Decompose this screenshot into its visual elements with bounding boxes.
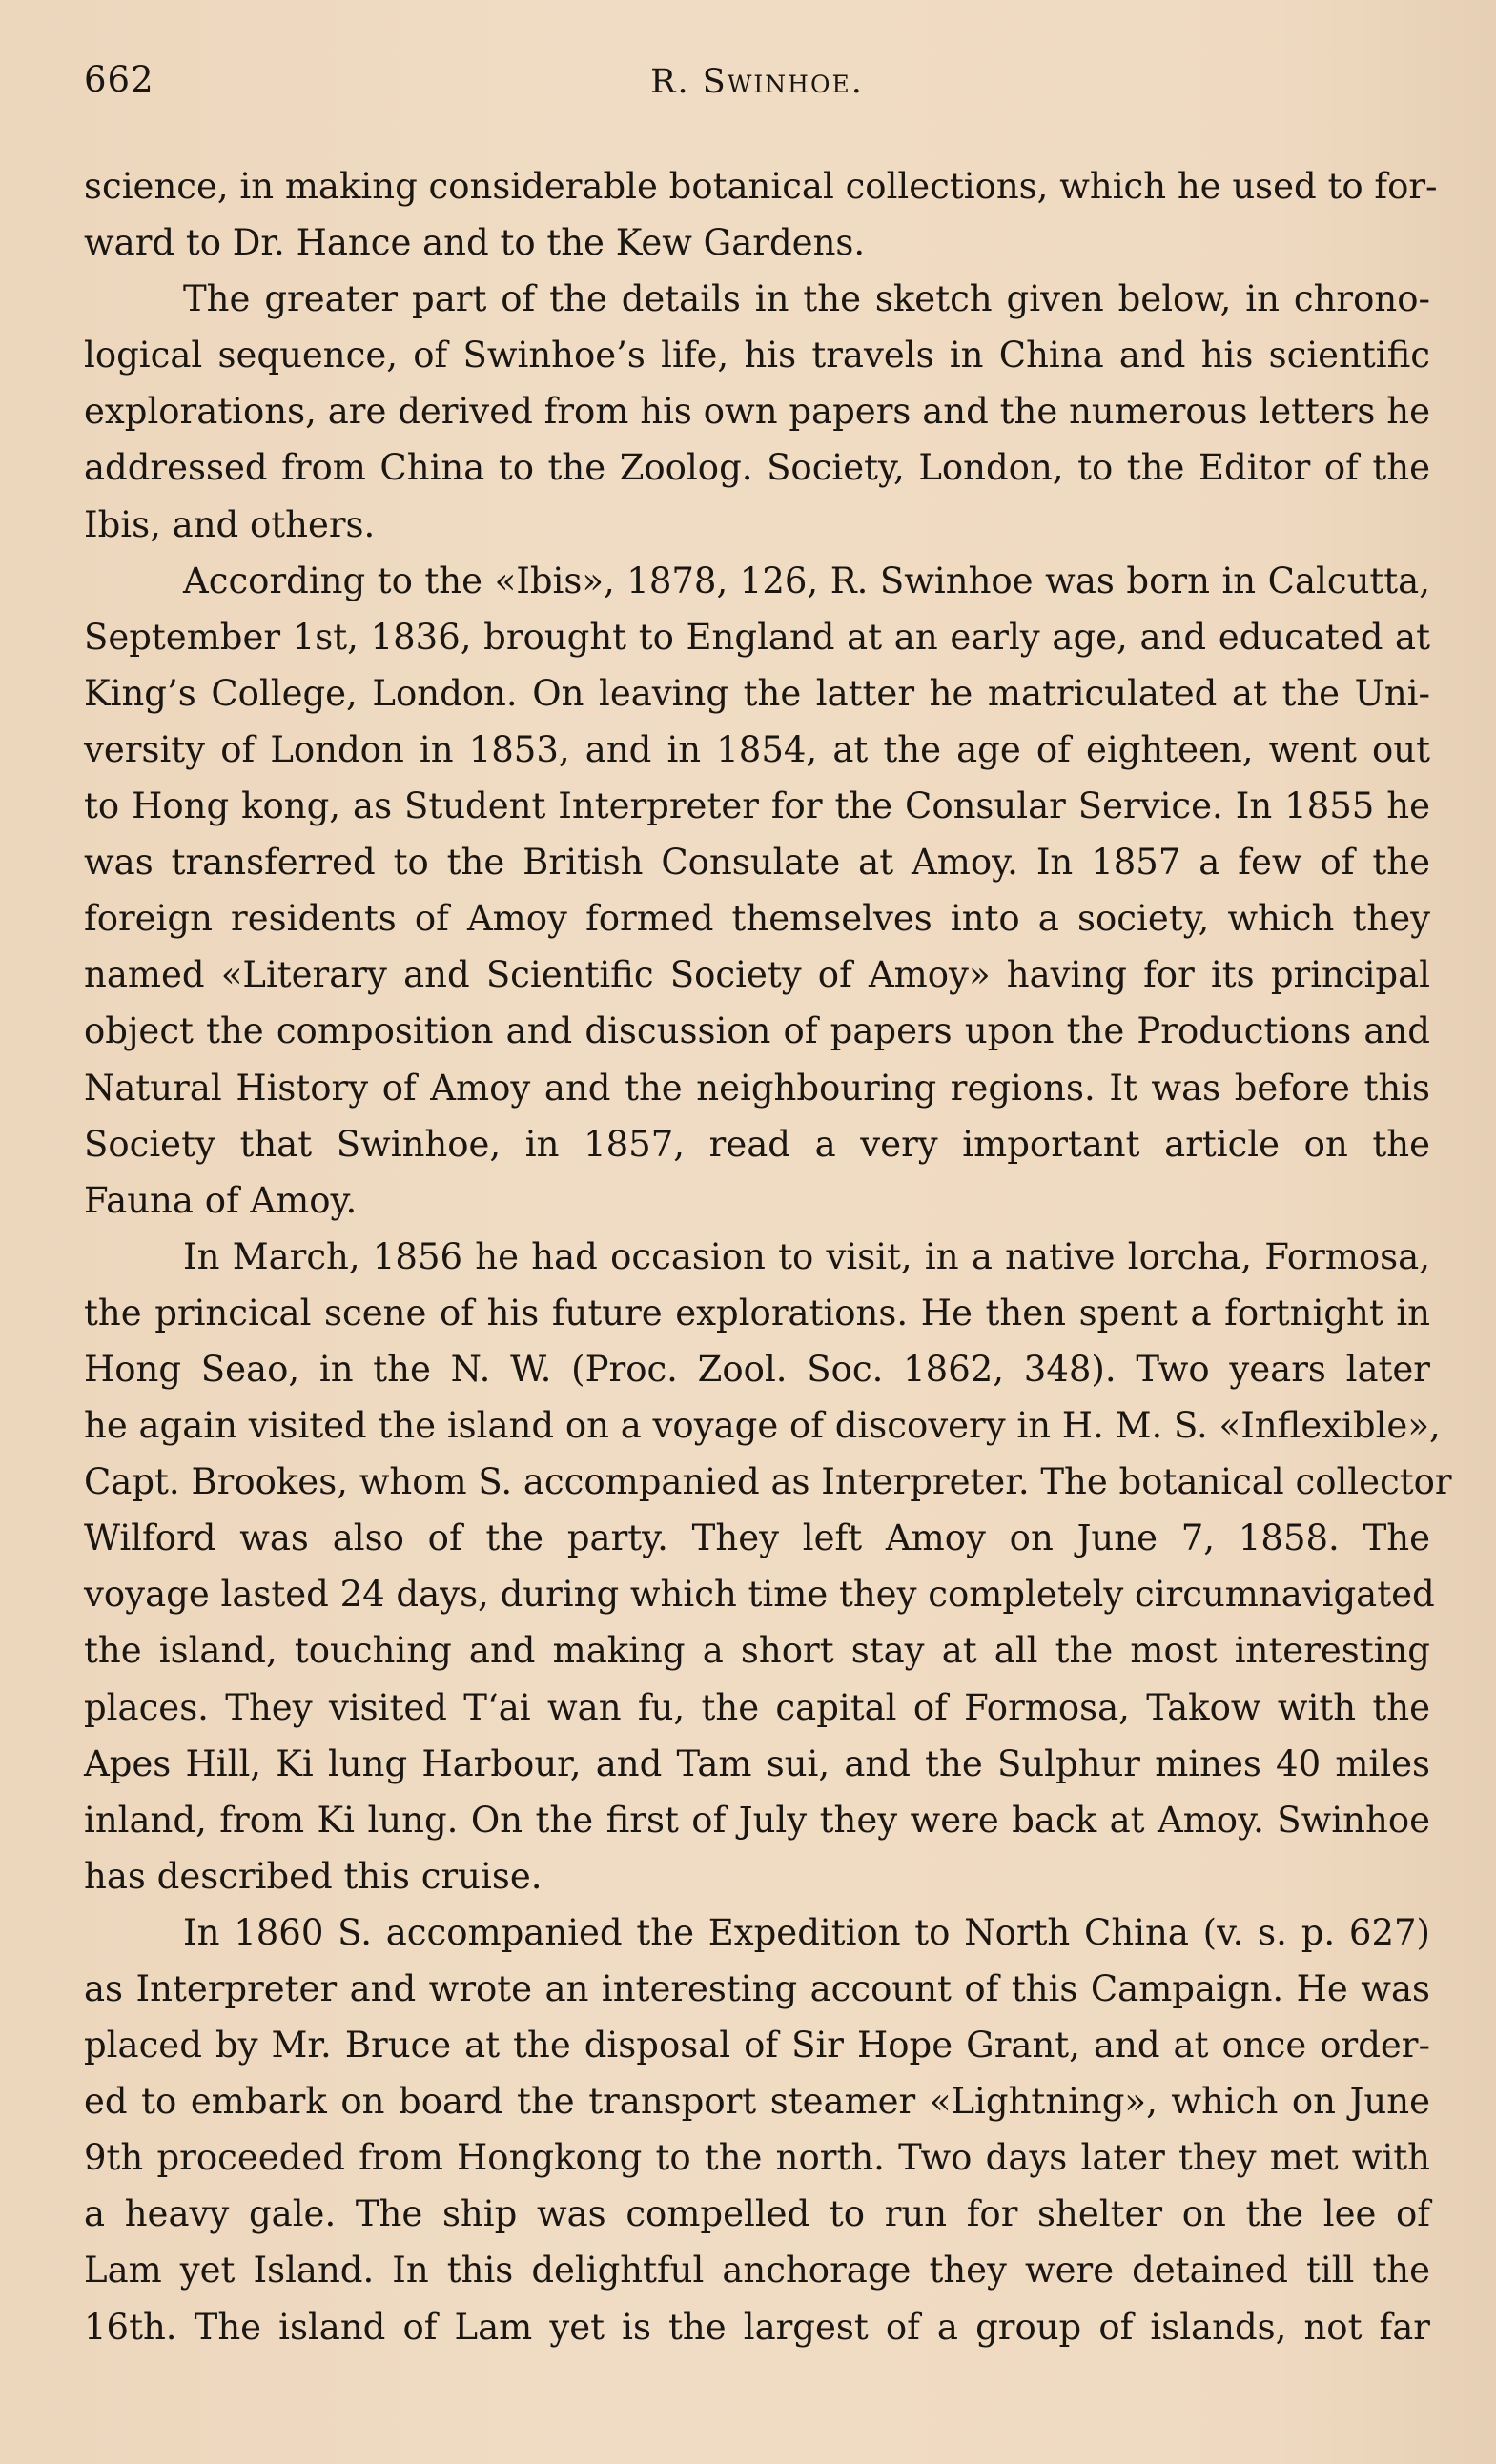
text-line: object the composition and discussion of papers upon the Productions and [84,1010,1430,1052]
text-line: The greater part of the details in the sketch given below, in chrono- [183,278,1430,320]
text-line: 9th proceeded from Hongkong to the north. Two days later they met with [84,2137,1430,2179]
text-line: According to the «Ibis», 1878, 126, R. Swinhoe was born in Calcutta, [183,560,1430,601]
text-line: Capt. Brookes, whom S. accompanied as Interpreter. The botanical collector [84,1461,1452,1503]
page-number: 662 [84,59,154,100]
text-line: science, in making considerable botanical collections, which he used to for- [84,166,1438,207]
text-line: to Hong kong, as Student Interpreter for the Consular Service. In 1855 he [84,785,1430,827]
text-line: 16th. The island of Lam yet is the largest of a group of islands, not far [84,2306,1430,2348]
text-line: Ibis, and others. [84,503,376,545]
text-line: voyage lasted 24 days, during which time they completely circumnavigated [84,1574,1435,1616]
text-line: explorations, are derived from his own papers and the numerous letters he [84,391,1430,433]
text-line: ed to embark on board the transport steamer «Lightning», which on June [84,2081,1430,2123]
text-line: addressed from China to the Zoolog. Society, London, to the Editor of the [84,447,1430,489]
text-line: In 1860 S. accompanied the Expedition to North China (v. s. p. 627) [183,1911,1430,1953]
text-line: Fauna of Amoy. [84,1179,358,1221]
text-line: In March, 1856 he had occasion to visit, in a native lorcha, Formosa, [183,1235,1430,1277]
text-line: Hong Seao, in the N. W. (Proc. Zool. Soc. 1862, 348). Two years later [84,1348,1430,1390]
text-line: the princical scene of his future explorations. He then spent a fortnight in [84,1292,1430,1334]
text-line: Lam yet Island. In this delightful anchorage they were detained till the [84,2250,1430,2291]
text-line: Apes Hill, Ki lung Harbour, and Tam sui, and the Sulphur mines 40 miles [84,1742,1430,1784]
text-line: was transferred to the British Consulate at Amoy. In 1857 a few of the [84,842,1430,884]
text-line: named «Literary and Scientific Society of Amoy» having for its principal [84,954,1430,996]
text-line: Wilford was also of the party. They left Amoy on June 7, 1858. The [84,1517,1430,1559]
text-line: the island, touching and making a short stay at all the most interesting [84,1630,1430,1672]
running-head: R. Swinhoe. [650,63,864,101]
text-line: placed by Mr. Bruce at the disposal of Sir Hope Grant, and at once order- [84,2025,1430,2067]
text-line: a heavy gale. The ship was compelled to run for shelter on the lee of [84,2193,1430,2235]
text-line: versity of London in 1853, and in 1854, at the age of eighteen, went out [84,728,1430,770]
text-line: he again visited the island on a voyage of discovery in H. M. S. «Inflexible», [84,1405,1441,1447]
text-line: ward to Dr. Hance and to the Kew Gardens. [84,222,866,264]
text-line: September 1st, 1836, brought to England at an early age, and educated at [84,616,1430,658]
text-line: as Interpreter and wrote an interesting account of this Campaign. He was [84,1968,1430,2009]
page-header [84,59,1430,116]
text-line: has described this cruise. [84,1855,543,1897]
text-line: Society that Swinhoe, in 1857, read a very important article on the [84,1123,1430,1165]
text-line: foreign residents of Amoy formed themselves into a society, which they [84,898,1430,940]
text-line: logical sequence, of Swinhoe’s life, his travels in China and his scientific [84,335,1430,377]
text-line: inland, from Ki lung. On the first of July they were back at Amoy. Swinhoe [84,1799,1430,1841]
text-line: King’s College, London. On leaving the latter he matriculated at the Uni- [84,672,1430,714]
text-line: Natural History of Amoy and the neighbouring regions. It was before this [84,1067,1430,1109]
text-line: places. They visited Tʻai wan fu, the capital of Formosa, Takow with the [84,1686,1430,1728]
body-text [84,158,1452,2355]
